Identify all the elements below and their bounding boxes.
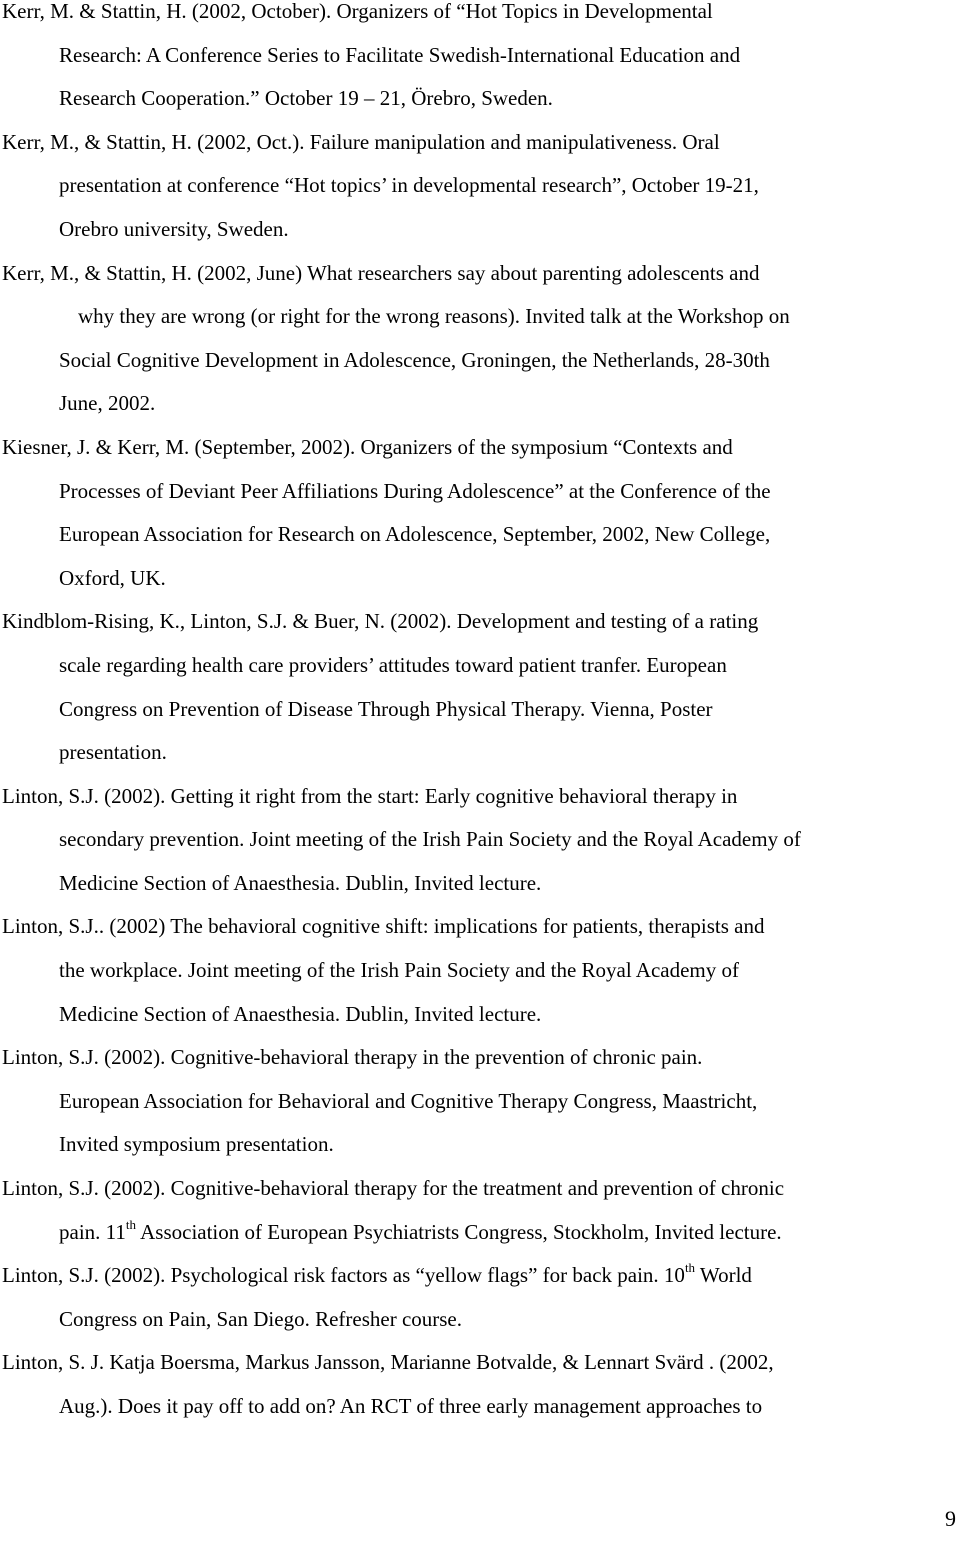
reference-line: the workplace. Joint meeting of the Irish Pain Society and the Royal Academy of	[59, 958, 739, 983]
reference-entry	[2, 121, 958, 252]
reference-line: European Association for Research on Adolescence, September, 2002, New College,	[59, 522, 771, 547]
reference-line: why they are wrong (or right for the wrong reasons). Invited talk at the Workshop on	[78, 304, 790, 329]
reference-entry	[2, 252, 958, 426]
reference-line	[2, 1211, 958, 1255]
reference-line: scale regarding health care providers’ attitudes toward patient tranfer. European	[59, 652, 727, 677]
reference-line: Kerr, M., & Stattin, H. (2002, Oct.). Failure manipulation and manipulativeness. Oral	[2, 129, 720, 154]
reference-line: Kindblom-Rising, K., Linton, S.J. & Buer, N. (2002). Development and testing of a rating	[2, 609, 759, 634]
reference-text: Linton, S.J. (2002). Psychological risk factors as “yellow flags” for back pain. 10	[2, 1263, 685, 1288]
reference-line: Congress on Prevention of Disease Through Physical Therapy. Vienna, Poster	[59, 696, 713, 721]
reference-line: June, 2002.	[59, 391, 156, 416]
reference-line: Congress on Pain, San Diego. Refresher course.	[59, 1306, 462, 1331]
reference-line: Invited symposium presentation.	[59, 1132, 334, 1157]
reference-line: European Association for Behavioral and Cognitive Therapy Congress, Maastricht,	[59, 1088, 758, 1113]
reference-entry	[2, 1167, 958, 1254]
reference-entry	[2, 775, 958, 906]
reference-line: Research Cooperation.” October 19 – 21, Örebro, Sweden.	[59, 86, 553, 111]
reference-line: secondary prevention. Joint meeting of the Irish Pain Society and the Royal Academy of	[59, 827, 801, 852]
reference-line: Medicine Section of Anaesthesia. Dublin, Invited lecture.	[59, 1001, 542, 1026]
reference-entry	[2, 1341, 958, 1428]
reference-text: World	[695, 1263, 752, 1288]
page-number: 9	[945, 1506, 956, 1531]
reference-line: Processes of Deviant Peer Affiliations During Adolescence” at the Conference of the	[59, 478, 771, 503]
reference-line: Research: A Conference Series to Facilitate Swedish-International Education and	[59, 42, 741, 67]
reference-line: presentation at conference “Hot topics’ in developmental research”, October 19-21,	[59, 173, 759, 198]
ordinal-superscript: th	[125, 1216, 137, 1232]
reference-line: Linton, S.J. (2002). Cognitive-behavioral therapy in the prevention of chronic pain.	[2, 1045, 703, 1070]
reference-line: Linton, S.J. (2002). Getting it right from the start: Early cognitive behavioral therapy in	[2, 783, 738, 808]
reference-text: Association of European Psychiatrists Congress, Stockholm, Invited lecture.	[136, 1219, 782, 1244]
reference-line: presentation.	[59, 740, 167, 765]
reference-line: Kiesner, J. & Kerr, M. (September, 2002). Organizers of the symposium “Contexts and	[2, 434, 733, 459]
reference-line	[2, 1254, 958, 1298]
reference-entry	[2, 600, 958, 774]
reference-line: Kerr, M. & Stattin, H. (2002, October). Organizers of “Hot Topics in Developmental	[2, 0, 713, 23]
reference-line: Orebro university, Sweden.	[59, 216, 289, 241]
reference-line: Linton, S. J. Katja Boersma, Markus Jansson, Marianne Botvalde, & Lennart Svärd . (2002,	[2, 1350, 774, 1375]
reference-line: Oxford, UK.	[59, 565, 166, 590]
reference-text: pain. 11	[59, 1219, 126, 1244]
reference-line: Linton, S.J.. (2002) The behavioral cognitive shift: implications for patients, therapists and	[2, 914, 765, 939]
reference-line: Medicine Section of Anaesthesia. Dublin, Invited lecture.	[59, 870, 542, 895]
reference-line: Linton, S.J. (2002). Cognitive-behavioral therapy for the treatment and prevention of chronic	[2, 1176, 785, 1201]
reference-line: Kerr, M., & Stattin, H. (2002, June) What researchers say about parenting adolescents and	[2, 260, 760, 285]
reference-entry	[2, 0, 958, 121]
ordinal-superscript: th	[684, 1260, 696, 1276]
reference-entry	[2, 1254, 958, 1341]
reference-list	[2, 0, 958, 1429]
reference-entry	[2, 426, 958, 600]
reference-entry	[2, 905, 958, 1036]
reference-line: Social Cognitive Development in Adolescence, Groningen, the Netherlands, 28-30th	[59, 347, 770, 372]
reference-entry	[2, 1036, 958, 1167]
reference-line: Aug.). Does it pay off to add on? An RCT of three early management approaches to	[59, 1394, 763, 1418]
